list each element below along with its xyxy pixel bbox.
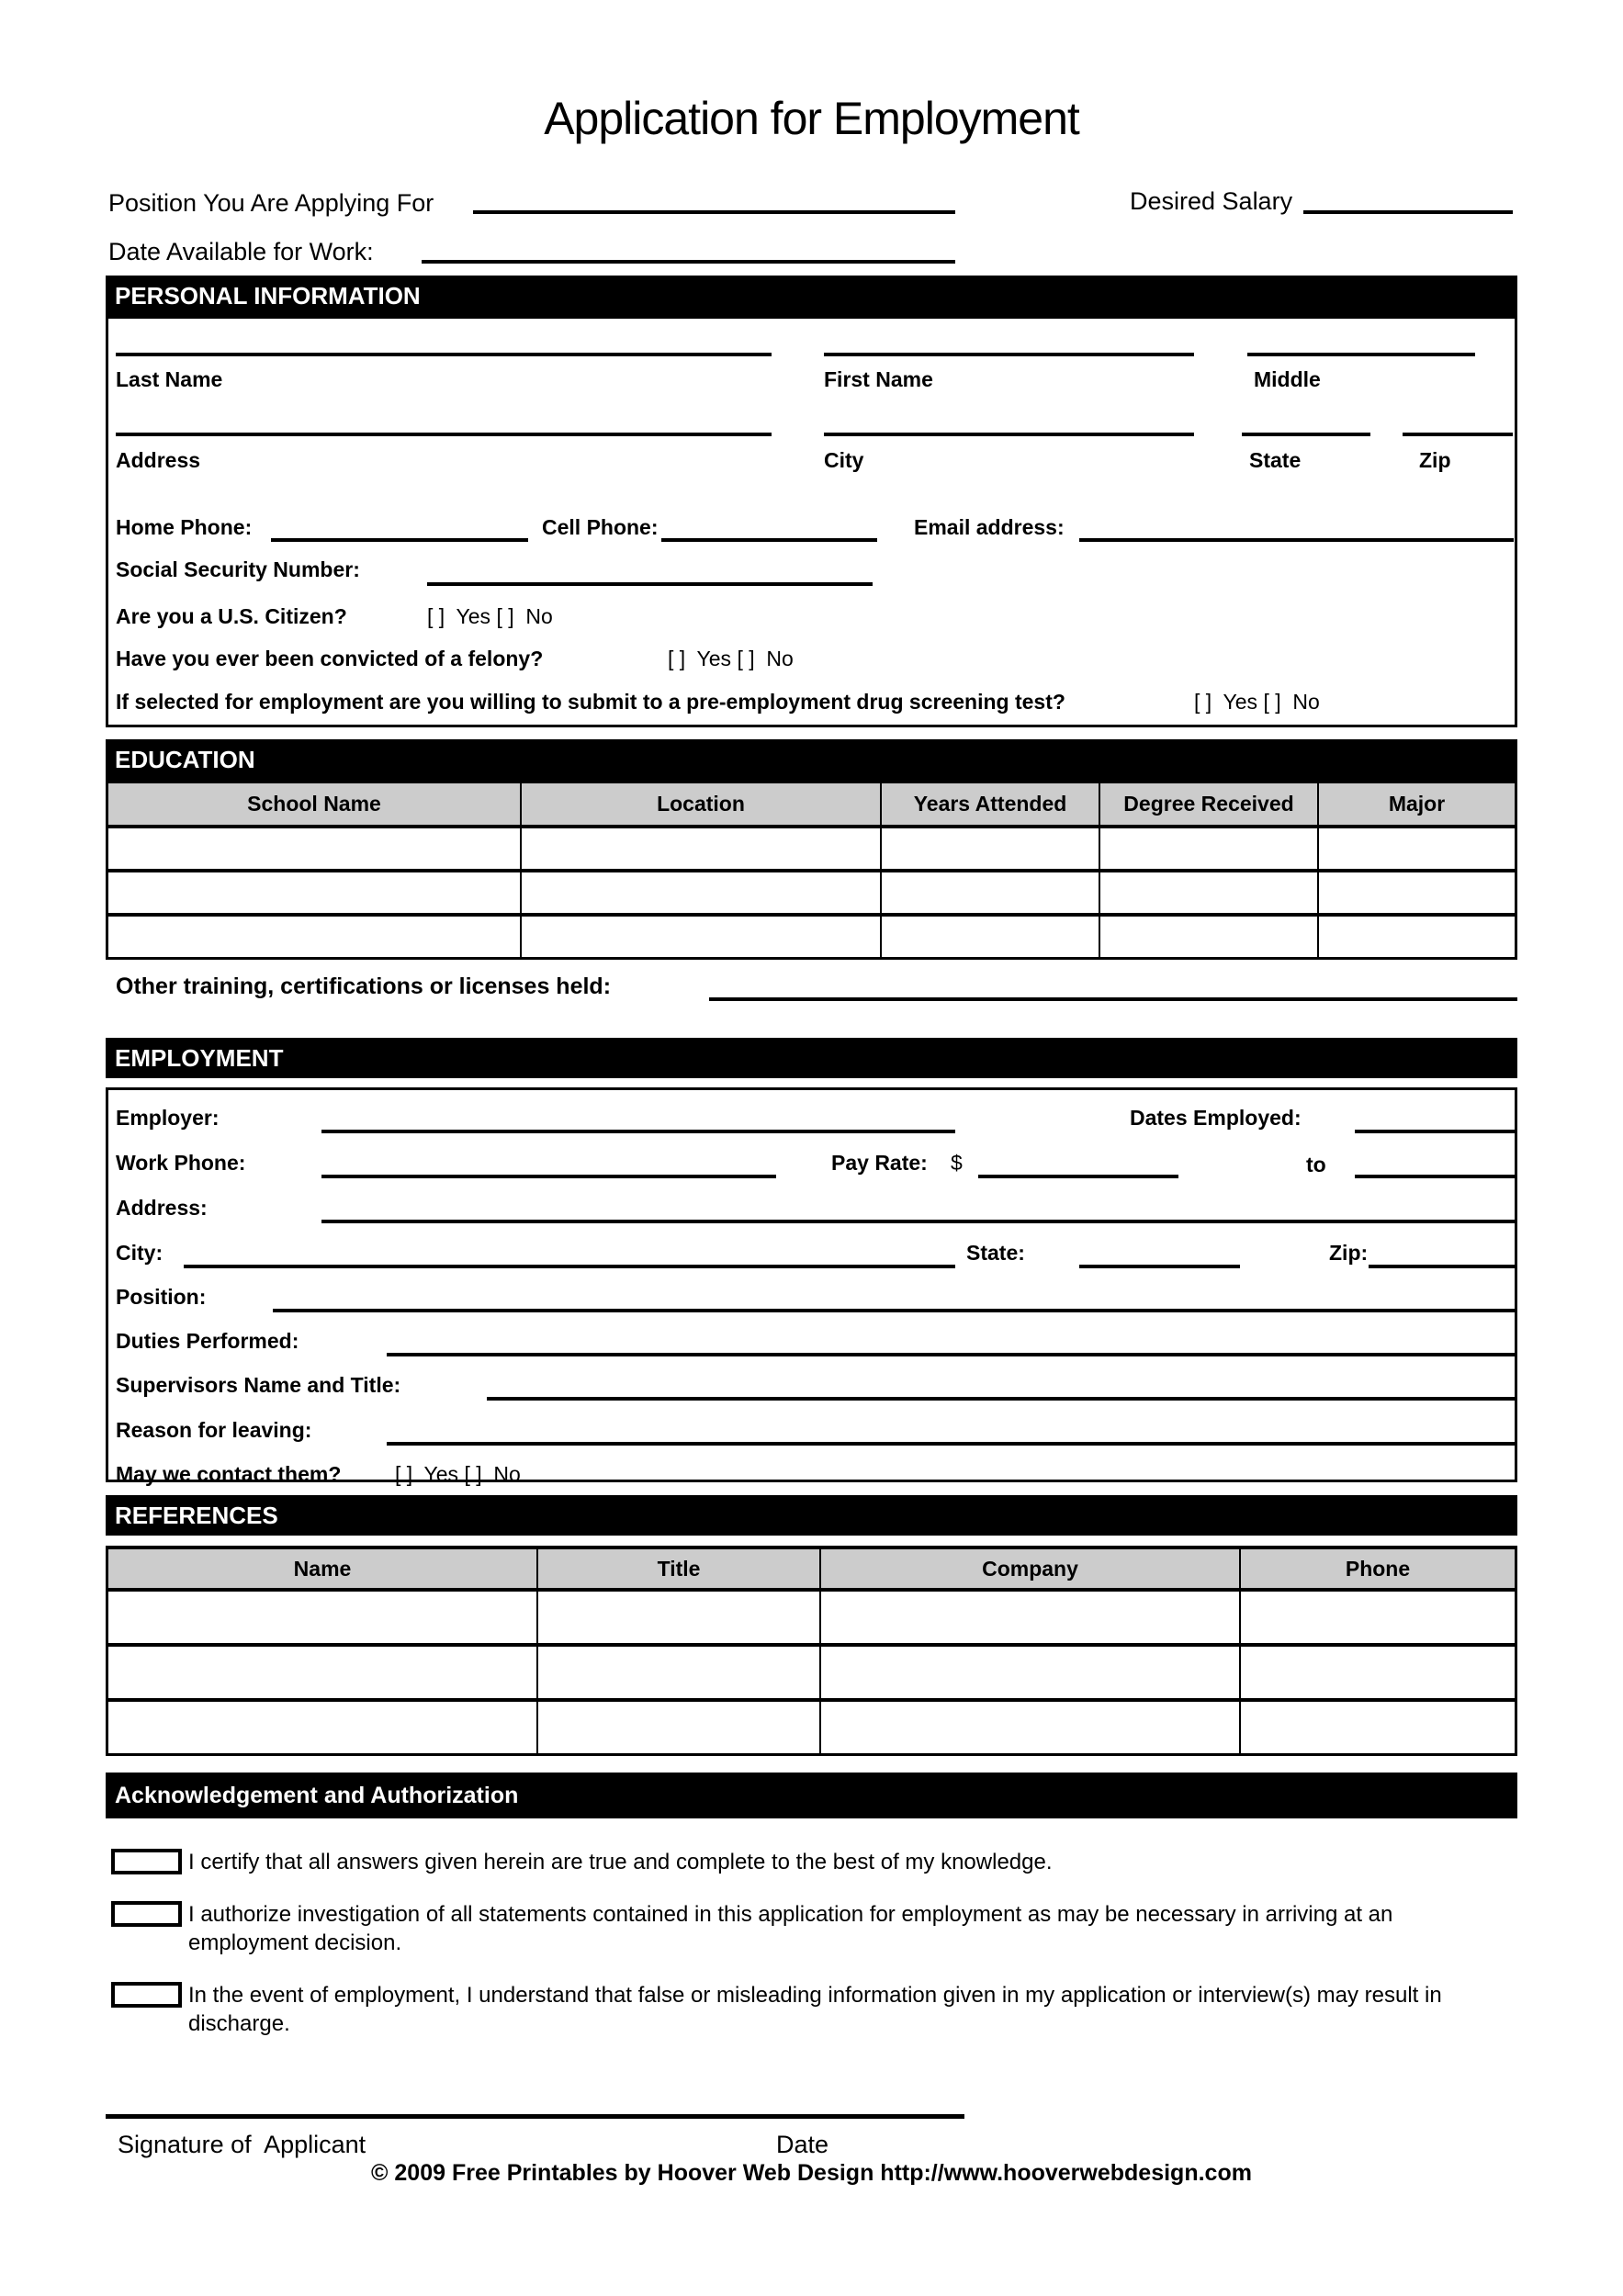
- education-cell-r1-major[interactable]: [1319, 828, 1515, 869]
- page-title: Application for Employment: [544, 93, 1079, 144]
- supervisor-name-label: Supervisors Name and Title:: [116, 1373, 401, 1397]
- section-header-acknowledgement-label: Acknowledgement and Authorization: [115, 1782, 519, 1808]
- certify-checkbox[interactable]: [111, 1849, 182, 1874]
- drug-test-yes-no-checkboxes[interactable]: [ ] Yes [ ] No: [1194, 690, 1320, 714]
- education-cell-r3-school[interactable]: [108, 917, 520, 957]
- dates-employed-label: Dates Employed:: [1130, 1106, 1302, 1130]
- employment-box: [106, 1087, 1517, 1482]
- work-phone-label: Work Phone:: [116, 1151, 246, 1175]
- education-header-major: Major: [1319, 783, 1515, 825]
- education-cell-r3-years[interactable]: [882, 917, 1099, 957]
- education-cell-r3-degree[interactable]: [1100, 917, 1317, 957]
- references-cell-r3-company[interactable]: [821, 1702, 1239, 1753]
- home-phone-label: Home Phone:: [116, 515, 253, 539]
- education-cell-r2-school[interactable]: [108, 872, 520, 913]
- education-cell-r1-degree[interactable]: [1100, 828, 1317, 869]
- references-table: [106, 1546, 1517, 1756]
- pay-rate-currency-sign: $: [951, 1151, 963, 1175]
- cell-phone-input-line[interactable]: [661, 538, 877, 542]
- dates-employed-to-label: to: [1306, 1153, 1326, 1176]
- city-input-line[interactable]: [824, 433, 1194, 436]
- education-cell-r2-location[interactable]: [522, 872, 880, 913]
- signature-input-line[interactable]: [106, 2114, 964, 2119]
- references-cell-r2-title[interactable]: [538, 1647, 819, 1698]
- desired-salary-input-line[interactable]: [1303, 210, 1513, 214]
- zip-input-line[interactable]: [1403, 433, 1513, 436]
- position-held-label: Position:: [116, 1285, 207, 1309]
- references-cell-r1-company[interactable]: [821, 1592, 1239, 1643]
- section-header-personal-label: PERSONAL INFORMATION: [115, 281, 421, 310]
- address-label: Address: [116, 448, 201, 472]
- state-label: State: [1249, 448, 1302, 472]
- pay-rate-label: Pay Rate:: [831, 1151, 928, 1175]
- state-input-line[interactable]: [1242, 433, 1370, 436]
- references-header-company: Company: [821, 1549, 1239, 1588]
- references-cell-r2-phone[interactable]: [1241, 1647, 1515, 1698]
- duties-performed-input-line[interactable]: [387, 1353, 1515, 1356]
- education-header-location: Location: [522, 783, 880, 825]
- felony-question-label: Have you ever been convicted of a felony?: [116, 647, 544, 670]
- zip-label: Zip: [1419, 448, 1451, 472]
- may-we-contact-label: May we contact them?: [116, 1462, 342, 1486]
- certify-statement: I certify that all answers given herein are true and complete to the best of my knowledge.: [188, 1850, 1053, 1874]
- references-cell-r3-title[interactable]: [538, 1702, 819, 1753]
- section-header-personal: [106, 276, 1517, 316]
- section-header-references: [106, 1495, 1517, 1536]
- education-cell-r1-location[interactable]: [522, 828, 880, 869]
- dates-employed-to-input-line[interactable]: [1355, 1175, 1515, 1178]
- section-header-employment-label: EMPLOYMENT: [115, 1043, 284, 1072]
- references-cell-r3-name[interactable]: [108, 1702, 536, 1753]
- section-header-education-label: EDUCATION: [115, 745, 255, 773]
- education-cell-r3-major[interactable]: [1319, 917, 1515, 957]
- references-cell-r2-name[interactable]: [108, 1647, 536, 1698]
- employer-city-label: City:: [116, 1241, 163, 1265]
- position-applying-label: Position You Are Applying For: [108, 189, 434, 217]
- ssn-label: Social Security Number:: [116, 557, 360, 581]
- authorize-investigation-statement: I authorize investigation of all statements contained in this application for employment as may be necessary in arriving at an employment decision.: [188, 1902, 1393, 1955]
- references-cell-r1-phone[interactable]: [1241, 1592, 1515, 1643]
- section-header-acknowledgement: [106, 1773, 1517, 1818]
- middle-name-label: Middle: [1254, 367, 1321, 391]
- references-cell-r3-phone[interactable]: [1241, 1702, 1515, 1753]
- section-header-education: [106, 739, 1517, 780]
- education-header-school-name: School Name: [108, 783, 520, 825]
- address-input-line[interactable]: [116, 433, 772, 436]
- employer-state-input-line[interactable]: [1079, 1265, 1240, 1268]
- references-header-phone: Phone: [1241, 1549, 1515, 1588]
- references-header-title: Title: [538, 1549, 819, 1588]
- citizen-yes-no-checkboxes[interactable]: [ ] Yes [ ] No: [427, 604, 553, 628]
- employer-zip-input-line[interactable]: [1369, 1265, 1515, 1268]
- education-cell-r3-location[interactable]: [522, 917, 880, 957]
- email-label: Email address:: [914, 515, 1065, 539]
- education-cell-r2-years[interactable]: [882, 872, 1099, 913]
- education-cell-r1-school[interactable]: [108, 828, 520, 869]
- employer-state-label: State:: [966, 1241, 1025, 1265]
- employer-zip-label: Zip:: [1329, 1241, 1369, 1265]
- first-name-input-line[interactable]: [824, 353, 1194, 356]
- supervisor-name-input-line[interactable]: [487, 1397, 1515, 1401]
- education-header-degree-received: Degree Received: [1100, 783, 1317, 825]
- references-cell-r2-company[interactable]: [821, 1647, 1239, 1698]
- reason-for-leaving-input-line[interactable]: [387, 1442, 1515, 1446]
- references-header-name: Name: [108, 1549, 536, 1588]
- employer-city-input-line[interactable]: [184, 1265, 955, 1268]
- false-information-statement: In the event of employment, I understand that false or misleading information given in my application or interview(s) may result in discharge.: [188, 1983, 1442, 2036]
- last-name-input-line[interactable]: [116, 353, 772, 356]
- education-cell-r2-degree[interactable]: [1100, 872, 1317, 913]
- copyright-text: © 2009 Free Printables by Hoover Web Design http://www.hooverwebdesign.com: [371, 2160, 1252, 2186]
- ssn-input-line[interactable]: [427, 582, 873, 586]
- signature-of-applicant-label: Signature of Applicant: [118, 2131, 366, 2158]
- date-label: Date: [776, 2131, 829, 2158]
- position-held-input-line[interactable]: [273, 1309, 1515, 1312]
- cell-phone-label: Cell Phone:: [542, 515, 659, 539]
- other-training-label: Other training, certifications or licenses held:: [116, 974, 612, 999]
- employer-address-label: Address:: [116, 1196, 208, 1220]
- may-we-contact-yes-no-checkboxes[interactable]: [ ] Yes [ ] No: [395, 1462, 521, 1486]
- section-header-references-label: REFERENCES: [115, 1501, 278, 1529]
- education-table: [106, 780, 1517, 960]
- section-header-employment: [106, 1038, 1517, 1078]
- last-name-label: Last Name: [116, 367, 223, 391]
- employer-address-input-line[interactable]: [321, 1220, 1515, 1223]
- education-cell-r2-major[interactable]: [1319, 872, 1515, 913]
- reason-for-leaving-label: Reason for leaving:: [116, 1418, 312, 1442]
- city-label: City: [824, 448, 864, 472]
- drug-test-question-label: If selected for employment are you willing to submit to a pre-employment drug screening test?: [116, 690, 1065, 714]
- desired-salary-label: Desired Salary: [1130, 187, 1293, 215]
- middle-name-input-line[interactable]: [1247, 353, 1475, 356]
- email-input-line[interactable]: [1079, 538, 1514, 542]
- references-cell-r1-name[interactable]: [108, 1592, 536, 1643]
- dates-employed-from-input-line[interactable]: [1355, 1130, 1515, 1133]
- education-cell-r1-years[interactable]: [882, 828, 1099, 869]
- citizen-question-label: Are you a U.S. Citizen?: [116, 604, 347, 628]
- date-available-label: Date Available for Work:: [108, 238, 374, 265]
- other-training-input-line[interactable]: [709, 997, 1517, 1001]
- date-available-input-line[interactable]: [422, 260, 955, 264]
- education-header-years-attended: Years Attended: [882, 783, 1099, 825]
- authorize-investigation-checkbox[interactable]: [111, 1901, 182, 1927]
- home-phone-input-line[interactable]: [271, 538, 528, 542]
- work-phone-input-line[interactable]: [321, 1175, 776, 1178]
- employer-label: Employer:: [116, 1106, 220, 1130]
- duties-performed-label: Duties Performed:: [116, 1329, 299, 1353]
- employer-input-line[interactable]: [321, 1130, 955, 1133]
- felony-yes-no-checkboxes[interactable]: [ ] Yes [ ] No: [668, 647, 794, 670]
- position-applying-input-line[interactable]: [473, 210, 955, 214]
- pay-rate-input-line[interactable]: [978, 1175, 1178, 1178]
- first-name-label: First Name: [824, 367, 933, 391]
- references-cell-r1-title[interactable]: [538, 1592, 819, 1643]
- false-information-checkbox[interactable]: [111, 1982, 182, 2008]
